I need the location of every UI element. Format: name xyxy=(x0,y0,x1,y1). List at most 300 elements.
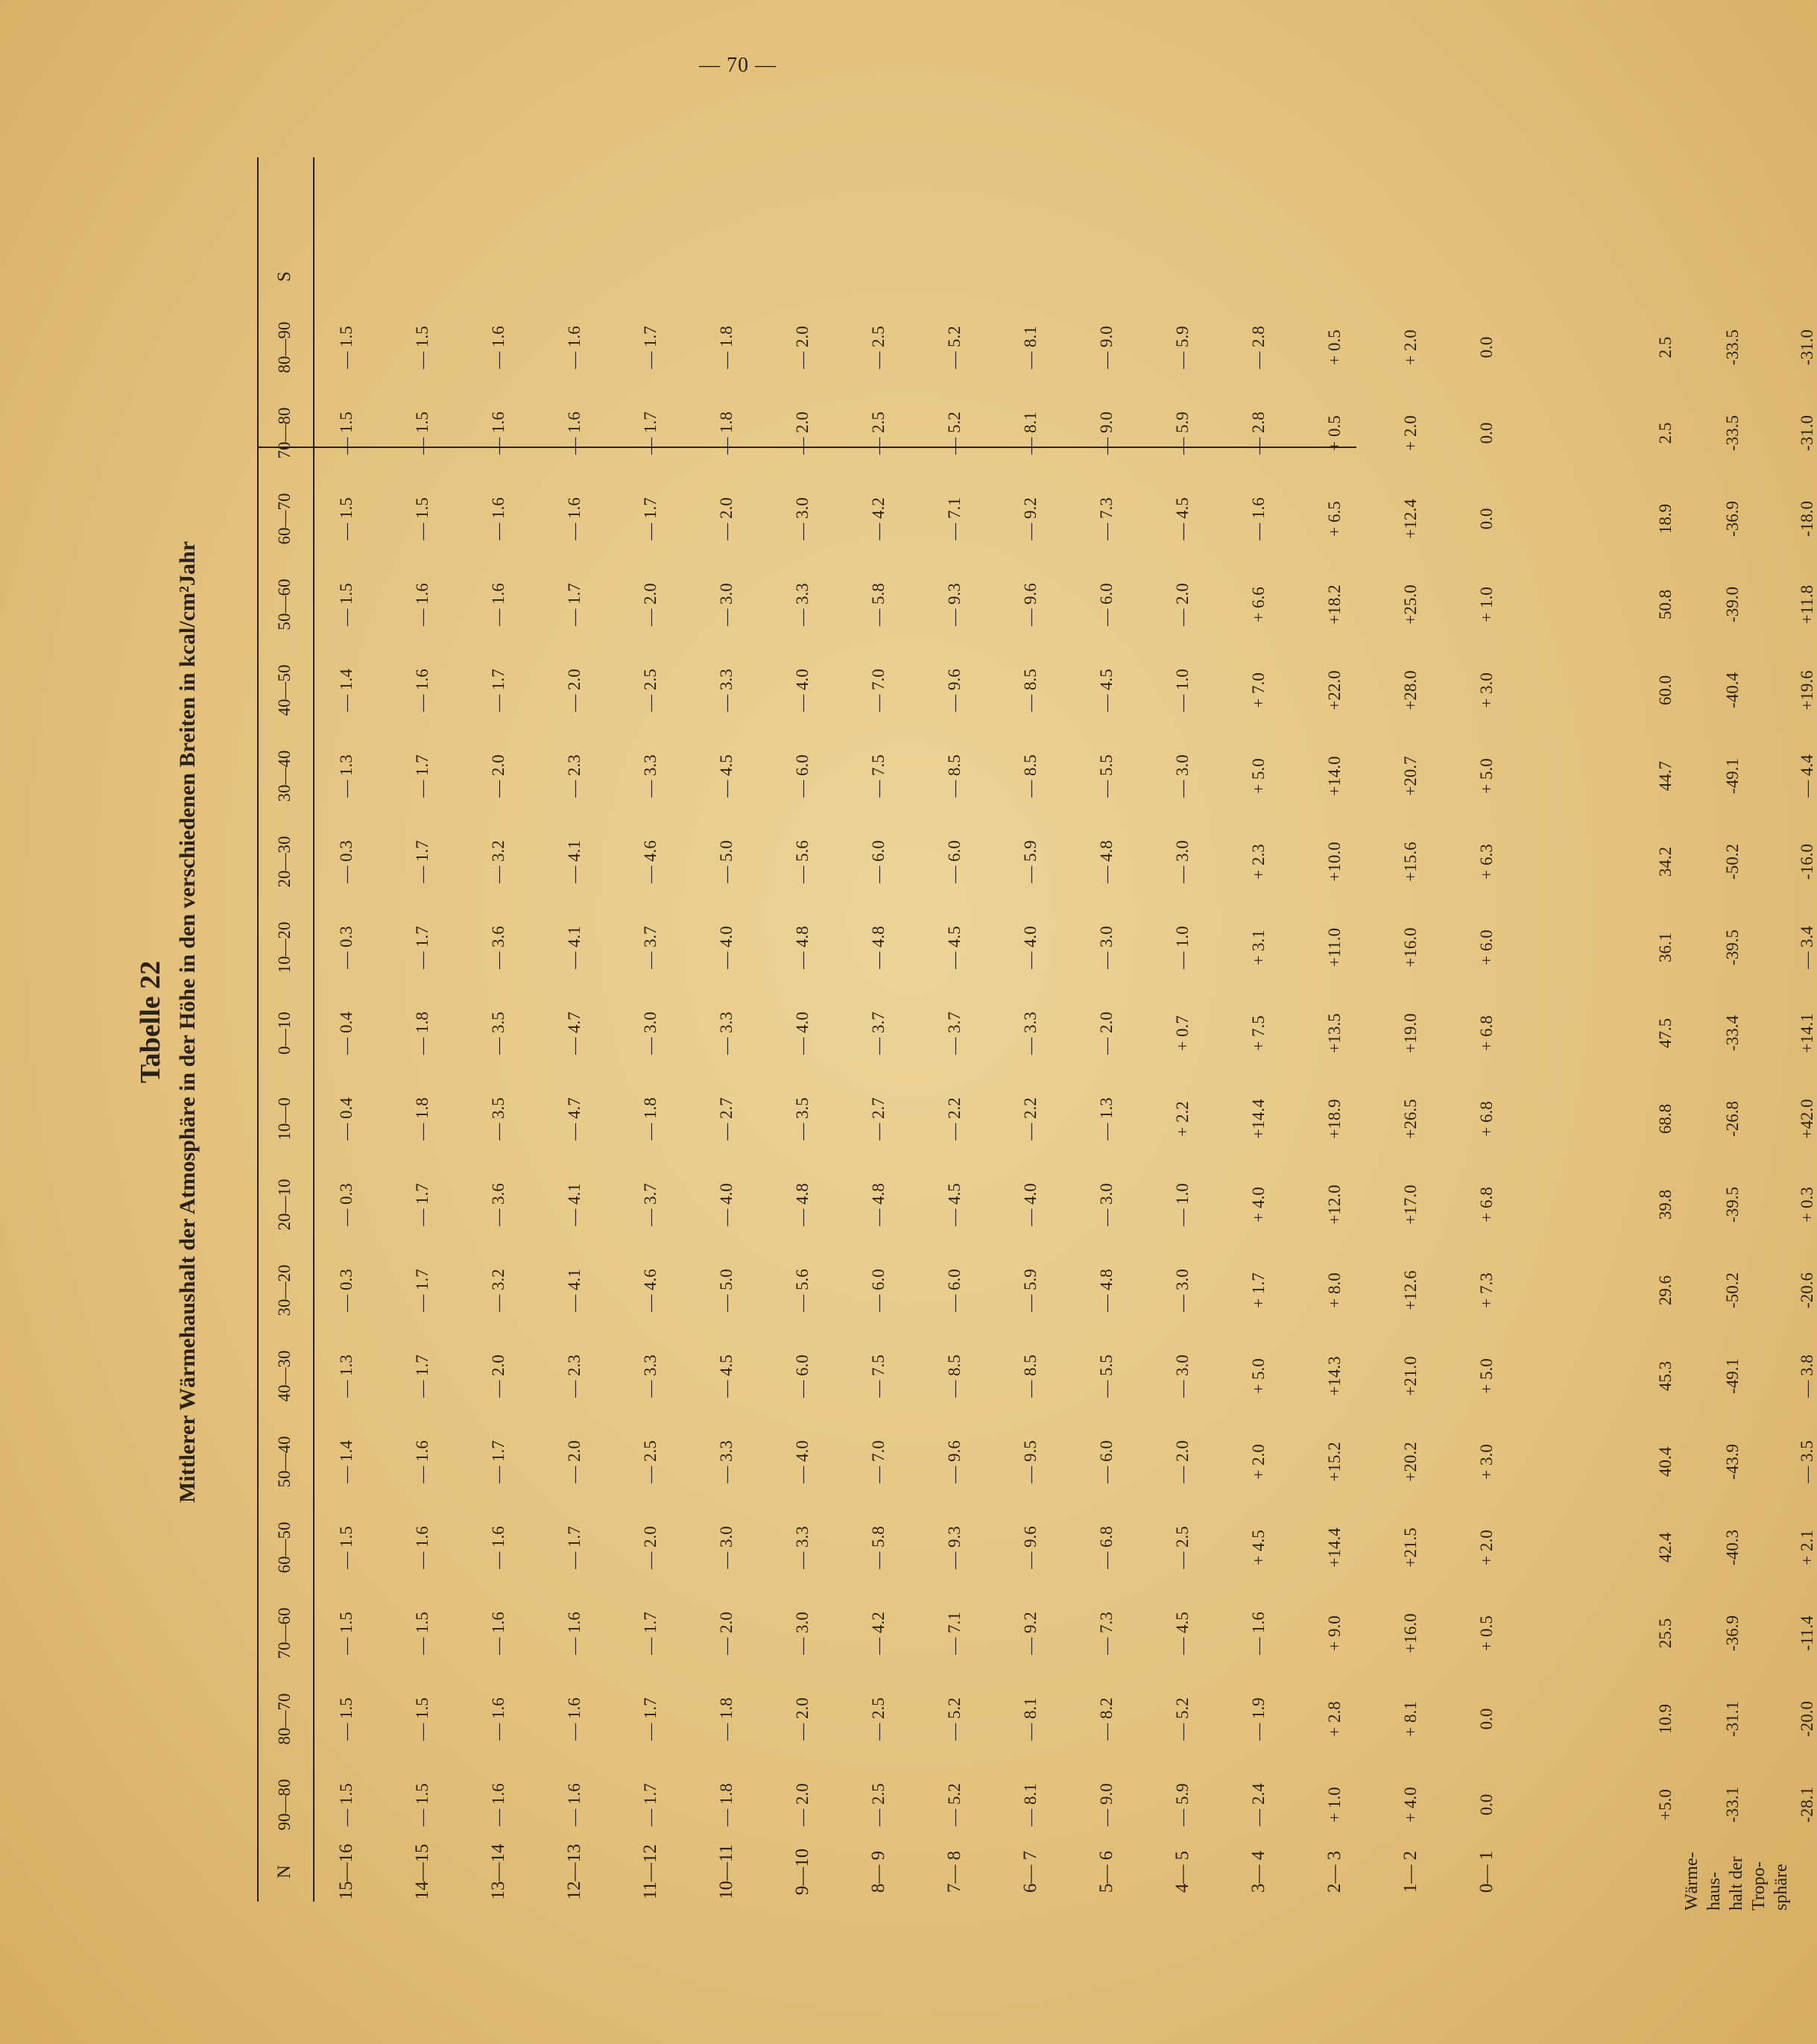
table-cell: — 4.0 xyxy=(717,1183,736,1226)
row-label: 5— 6 xyxy=(1096,1850,1116,1893)
table-cell: — 3.0 xyxy=(1173,840,1192,883)
footer-cell: -28.1 xyxy=(1798,1787,1816,1823)
footer-cell: 29.6 xyxy=(1656,1275,1675,1306)
footer-cell: 10.9 xyxy=(1656,1703,1675,1735)
table-cell: — 3.2 xyxy=(489,1269,508,1312)
table-cell: — 9.6 xyxy=(945,1440,964,1483)
table-cell: — 3.0 xyxy=(1173,1269,1192,1312)
table-cell: — 1.6 xyxy=(565,411,584,455)
footer-cell: -40.4 xyxy=(1723,672,1742,708)
table-cell: — 1.4 xyxy=(337,669,356,712)
table-cell: + 2.8 xyxy=(1325,1701,1344,1737)
row-label: 8— 9 xyxy=(868,1850,888,1893)
table-cell: — 4.8 xyxy=(869,926,888,969)
table-cell: + 4.5 xyxy=(1249,1530,1268,1565)
table-cell: — 3.7 xyxy=(641,1183,660,1226)
footer-cell: — 3.8 xyxy=(1798,1354,1816,1398)
table-cell: — 1.7 xyxy=(641,326,660,369)
table-cell: — 6.8 xyxy=(1097,1526,1116,1569)
row-label: 12—13 xyxy=(564,1843,584,1900)
table-cell: +17.0 xyxy=(1401,1185,1420,1225)
table-cell: — 7.0 xyxy=(869,1440,888,1483)
table-cell: — 0.3 xyxy=(337,1183,356,1226)
table-cell: — 3.3 xyxy=(793,1526,812,1569)
table-cell: — 2.8 xyxy=(1249,411,1268,455)
table-cell: — 3.0 xyxy=(1097,1183,1116,1226)
table-cell: — 9.2 xyxy=(1021,1612,1040,1655)
table-cell: — 1.0 xyxy=(1173,926,1192,969)
table-cell: + 2.0 xyxy=(1477,1530,1496,1565)
table-cell: + 6.6 xyxy=(1249,587,1268,622)
row-label: 7— 8 xyxy=(944,1850,964,1893)
table-cell: — 2.5 xyxy=(869,1697,888,1741)
footer-cell: 39.8 xyxy=(1656,1189,1675,1220)
footer-cell: + 2.1 xyxy=(1798,1530,1816,1565)
table-cell: — 3.7 xyxy=(869,1012,888,1055)
table-cell: + 2.0 xyxy=(1401,329,1420,365)
table-cell: — 3.3 xyxy=(641,754,660,798)
footer-cell: +11.8 xyxy=(1798,584,1816,625)
table-cell: — 1.5 xyxy=(337,1526,356,1569)
table-cell: — 1.7 xyxy=(641,1783,660,1826)
table-cell: — 2.7 xyxy=(717,1097,736,1141)
table-cell: +16.0 xyxy=(1401,927,1420,968)
table-cell: — 3.3 xyxy=(1021,1012,1040,1055)
table-cell: — 5.9 xyxy=(1021,840,1040,883)
table-cell: — 1.7 xyxy=(413,926,432,969)
footer-cell: -11.4 xyxy=(1798,1615,1816,1651)
table-cell: — 1.5 xyxy=(337,497,356,540)
table-cell: — 4.7 xyxy=(565,1012,584,1055)
table-cell: — 4.8 xyxy=(793,926,812,969)
table-cell: — 1.8 xyxy=(717,326,736,369)
table-cell: + 9.0 xyxy=(1325,1615,1344,1651)
column-header: 40—50 xyxy=(275,664,294,716)
table-cell: — 1.6 xyxy=(565,1612,584,1655)
table-cell: + 7.5 xyxy=(1249,1015,1268,1051)
footer-cell: — 3.4 xyxy=(1798,926,1816,969)
table-cell: — 1.0 xyxy=(1173,669,1192,712)
table-cell: — 1.6 xyxy=(489,1783,508,1826)
table-cell: — 4.5 xyxy=(945,1183,964,1226)
table-cell: — 4.8 xyxy=(793,1183,812,1226)
table-cell: — 3.5 xyxy=(489,1012,508,1055)
table-cell: + 3.1 xyxy=(1249,930,1268,965)
table-cell: — 3.0 xyxy=(717,1526,736,1569)
table-cell: — 3.0 xyxy=(641,1012,660,1055)
table-cell: + 4.0 xyxy=(1249,1187,1268,1223)
table-cell: + 4.0 xyxy=(1401,1787,1420,1823)
footer-cell: -18.0 xyxy=(1798,501,1816,537)
footer-cell: 34.2 xyxy=(1656,846,1675,877)
table-cell: — 1.6 xyxy=(489,497,508,540)
footer-cell: + 0.3 xyxy=(1798,1187,1816,1223)
table-cell: — 6.0 xyxy=(793,1354,812,1398)
table-cell: — 1.7 xyxy=(641,497,660,540)
table-cell: — 9.3 xyxy=(945,583,964,626)
table-cell: +21.5 xyxy=(1401,1527,1420,1568)
table-cell: — 2.2 xyxy=(945,1097,964,1141)
table-cell: — 5.2 xyxy=(945,411,964,455)
table-cell: — 1.7 xyxy=(413,1183,432,1226)
table-cell: +18.2 xyxy=(1325,584,1344,625)
footer-cell: 44.7 xyxy=(1656,760,1675,792)
table-cell: +19.0 xyxy=(1401,1013,1420,1053)
table-cell: + 2.0 xyxy=(1401,415,1420,451)
table-cell: — 1.7 xyxy=(641,1612,660,1655)
table-cell: +22.0 xyxy=(1325,670,1344,710)
table-cell: — 4.0 xyxy=(793,1440,812,1483)
table-cell: — 8.5 xyxy=(1021,1354,1040,1398)
footer-cell: — 3.5 xyxy=(1798,1440,1816,1483)
table-cell: — 8.5 xyxy=(1021,669,1040,712)
footer-cell: -50.2 xyxy=(1723,844,1742,880)
row-label: 9—10 xyxy=(792,1848,812,1896)
table-cell: — 1.6 xyxy=(565,1697,584,1741)
table-cell: — 2.5 xyxy=(1173,1526,1192,1569)
table-title: Tabelle 22 xyxy=(135,960,166,1084)
table-cell: — 1.5 xyxy=(337,326,356,369)
table-cell: +14.0 xyxy=(1325,756,1344,796)
table-cell: — 1.6 xyxy=(489,1697,508,1741)
table-cell: — 3.3 xyxy=(641,1354,660,1398)
footer-cell: -26.8 xyxy=(1723,1101,1742,1137)
table-cell: — 1.5 xyxy=(413,326,432,369)
table-cell: +25.0 xyxy=(1401,584,1420,625)
table-header-rule xyxy=(313,157,315,1902)
table-cell: +12.0 xyxy=(1325,1185,1344,1225)
table-cell: — 1.8 xyxy=(717,1783,736,1826)
table-cell: — 1.8 xyxy=(641,1097,660,1141)
footer-cell: -40.3 xyxy=(1723,1530,1742,1565)
table-cell: — 3.3 xyxy=(793,583,812,626)
table-cell: +28.0 xyxy=(1401,670,1420,710)
table-cell: — 7.5 xyxy=(869,754,888,798)
table-cell: + 7.0 xyxy=(1249,672,1268,708)
table-cell: — 5.5 xyxy=(1097,1354,1116,1398)
table-cell: — 8.1 xyxy=(1021,1783,1040,1826)
table-cell: — 0.3 xyxy=(337,1269,356,1312)
table-cell: — 3.5 xyxy=(489,1097,508,1141)
table-cell: + 0.5 xyxy=(1325,329,1344,365)
footer-cell: -33.5 xyxy=(1723,415,1742,451)
table-cell: +12.4 xyxy=(1401,499,1420,539)
footer-cell: -36.9 xyxy=(1723,501,1742,537)
table-cell: + 5.0 xyxy=(1477,758,1496,794)
table-cell: — 1.6 xyxy=(565,497,584,540)
table-cell: — 0.3 xyxy=(337,926,356,969)
row-label: 2— 3 xyxy=(1324,1850,1344,1893)
footer-cell: 40.4 xyxy=(1656,1446,1675,1477)
table-cell: — 6.0 xyxy=(1097,583,1116,626)
table-cell: — 3.6 xyxy=(489,1183,508,1226)
table-cell: — 4.8 xyxy=(1097,840,1116,883)
table-cell: + 8.1 xyxy=(1401,1701,1420,1737)
table-cell: — 4.0 xyxy=(1021,926,1040,969)
table-cell: +11.0 xyxy=(1325,927,1344,968)
table-cell: +14.4 xyxy=(1325,1527,1344,1568)
table-cell: — 3.0 xyxy=(717,583,736,626)
row-label: 4— 5 xyxy=(1172,1850,1192,1893)
column-header: 50—40 xyxy=(275,1436,294,1488)
footer-cell: 45.3 xyxy=(1656,1360,1675,1392)
table-cell: — 2.0 xyxy=(489,754,508,798)
table-cell: — 3.3 xyxy=(717,1012,736,1055)
footer-cell: -49.1 xyxy=(1723,1358,1742,1394)
table-cell: — 1.6 xyxy=(489,583,508,626)
table-cell: — 6.0 xyxy=(945,840,964,883)
table-cell: — 1.8 xyxy=(413,1012,432,1055)
table-cell: — 3.0 xyxy=(1173,1354,1192,1398)
footer-cell: +42.0 xyxy=(1798,1099,1816,1139)
rotated-table-page xyxy=(112,127,1816,1917)
table-cell: — 1.6 xyxy=(1249,497,1268,540)
table-cell: — 1.6 xyxy=(413,669,432,712)
table-cell: — 2.0 xyxy=(793,1783,812,1826)
table-cell: — 8.5 xyxy=(1021,754,1040,798)
footer-cell: -31.0 xyxy=(1798,329,1816,365)
table-cell: + 5.0 xyxy=(1249,758,1268,794)
table-cell: — 1.6 xyxy=(489,326,508,369)
table-cell: — 7.1 xyxy=(945,497,964,540)
table-cell: 0.0 xyxy=(1477,1708,1496,1730)
table-cell: — 3.5 xyxy=(793,1097,812,1141)
table-subtitle: Mittlerer Wärmehaushalt der Atmosphäre in der Höhe in den verschiedenen Breiten in kcal/cm²Jahr xyxy=(175,540,200,1504)
table-cell: — 5.0 xyxy=(717,1269,736,1312)
footer-cell: -33.4 xyxy=(1723,1015,1742,1051)
table-cell: — 4.1 xyxy=(565,1269,584,1312)
footer-cell: -43.9 xyxy=(1723,1444,1742,1480)
table-cell: — 3.3 xyxy=(717,1440,736,1483)
table-cell: — 3.0 xyxy=(1097,926,1116,969)
table-cell: — 4.8 xyxy=(1097,1269,1116,1312)
table-cell: — 2.8 xyxy=(1249,326,1268,369)
table-cell: — 7.3 xyxy=(1097,497,1116,540)
row-label: 11—12 xyxy=(640,1843,660,1900)
table-cell: — 1.6 xyxy=(413,583,432,626)
table-cell: + 6.5 xyxy=(1325,501,1344,537)
column-header: 30—20 xyxy=(275,1264,294,1316)
table-cell: — 4.5 xyxy=(717,754,736,798)
table-cell: — 1.6 xyxy=(413,1526,432,1569)
table-cell: +14.3 xyxy=(1325,1356,1344,1396)
table-cell: — 3.0 xyxy=(793,497,812,540)
column-header: 50—60 xyxy=(275,578,294,631)
table-cell: + 1.7 xyxy=(1249,1272,1268,1308)
table-cell: — 5.5 xyxy=(1097,754,1116,798)
table-cell: — 8.5 xyxy=(945,1354,964,1398)
table-cell: + 8.0 xyxy=(1325,1272,1344,1308)
row-label: 10—11 xyxy=(716,1843,736,1900)
table-cell: +15.6 xyxy=(1401,842,1420,882)
table-cell: — 0.3 xyxy=(337,840,356,883)
column-header: 80—90 xyxy=(275,321,294,373)
table-cell: — 1.8 xyxy=(717,411,736,455)
footer-cell: -33.5 xyxy=(1723,329,1742,365)
table-cell: — 2.5 xyxy=(641,1440,660,1483)
table-cell: — 1.7 xyxy=(413,754,432,798)
table-cell: — 0.4 xyxy=(337,1012,356,1055)
column-header: 70—80 xyxy=(275,407,294,459)
footer-cell: -20.6 xyxy=(1798,1272,1816,1308)
table-cell: — 5.6 xyxy=(793,840,812,883)
table-cell: — 5.9 xyxy=(1021,1269,1040,1312)
table-cell: — 4.0 xyxy=(793,669,812,712)
table-cell: — 1.3 xyxy=(337,1354,356,1398)
table-cell: +14.4 xyxy=(1249,1099,1268,1139)
table-cell: — 1.6 xyxy=(413,1440,432,1483)
column-header: 0—10 xyxy=(275,1012,294,1055)
table-cell: — 9.0 xyxy=(1097,1783,1116,1826)
footer-cell: -31.0 xyxy=(1798,415,1816,451)
table-cell: — 1.0 xyxy=(1173,1183,1192,1226)
table-cell: — 7.5 xyxy=(869,1354,888,1398)
table-cell: — 2.0 xyxy=(565,669,584,712)
table-cell: — 6.0 xyxy=(869,840,888,883)
table-cell: — 4.5 xyxy=(1173,1612,1192,1655)
table-cell: — 9.2 xyxy=(1021,497,1040,540)
table-cell: — 1.7 xyxy=(489,1440,508,1483)
table-cell: — 1.3 xyxy=(337,754,356,798)
footer-cell: -39.0 xyxy=(1723,587,1742,622)
footer-cell: -36.9 xyxy=(1723,1615,1742,1651)
footer-cell: -50.2 xyxy=(1723,1272,1742,1308)
table-cell: — 6.0 xyxy=(793,754,812,798)
table-cell: — 4.2 xyxy=(869,1612,888,1655)
table-cell: — 1.7 xyxy=(413,1354,432,1398)
table-cell: — 3.3 xyxy=(717,669,736,712)
footer-label: Wärme- haus- halt der Tropo- sphäre xyxy=(1682,1852,1791,1911)
row-label: 0— 1 xyxy=(1476,1850,1497,1893)
table-cell: +13.5 xyxy=(1325,1013,1344,1053)
column-header: 20—10 xyxy=(275,1179,294,1231)
table-cell: + 6.8 xyxy=(1477,1187,1496,1223)
table-cell: — 7.1 xyxy=(945,1612,964,1655)
table-cell: 0.0 xyxy=(1477,336,1496,359)
table-cell: +15.2 xyxy=(1325,1442,1344,1482)
table-cell: + 2.3 xyxy=(1249,844,1268,880)
footer-cell: 50.8 xyxy=(1656,589,1675,620)
table-cell: — 2.5 xyxy=(869,1783,888,1826)
table-cell: — 1.5 xyxy=(413,1697,432,1741)
table-cell: — 1.5 xyxy=(337,1783,356,1826)
table-cell: — 4.5 xyxy=(1173,497,1192,540)
table-cell: — 9.6 xyxy=(1021,583,1040,626)
table-cell: — 2.4 xyxy=(1249,1783,1268,1826)
footer-cell: 60.0 xyxy=(1656,675,1675,706)
table-cell: — 9.5 xyxy=(1021,1440,1040,1483)
row-label: 15—16 xyxy=(336,1843,356,1900)
table-cell: — 1.6 xyxy=(1249,1612,1268,1655)
table-cell: — 9.0 xyxy=(1097,411,1116,455)
table-cell: — 1.5 xyxy=(413,1783,432,1826)
table-cell: — 8.5 xyxy=(945,754,964,798)
footer-cell: 2.5 xyxy=(1656,422,1675,444)
table-cell: — 5.8 xyxy=(869,1526,888,1569)
table-cell: — 2.0 xyxy=(717,497,736,540)
footer-cell: 68.8 xyxy=(1656,1103,1675,1135)
table-cell: — 6.0 xyxy=(1097,1440,1116,1483)
table-cell: — 5.8 xyxy=(869,583,888,626)
table-cell: +20.7 xyxy=(1401,756,1420,796)
footer-cell: -20.0 xyxy=(1798,1701,1816,1737)
table-cell: + 3.0 xyxy=(1477,1444,1496,1480)
table-cell: — 1.7 xyxy=(413,840,432,883)
row-label: 3— 4 xyxy=(1248,1850,1268,1893)
table-cell: — 5.6 xyxy=(793,1269,812,1312)
table-cell: — 2.5 xyxy=(641,669,660,712)
table-cell: — 1.7 xyxy=(565,583,584,626)
page-number: — 70 — xyxy=(699,54,777,77)
table-cell: + 3.0 xyxy=(1477,672,1496,708)
table-cell: — 1.5 xyxy=(337,1612,356,1655)
table-cell: + 0.7 xyxy=(1173,1015,1192,1051)
table-top-rule xyxy=(257,157,259,1902)
table-cell: + 0.5 xyxy=(1325,415,1344,451)
table-cell: +21.0 xyxy=(1401,1356,1420,1396)
table-cell: — 1.6 xyxy=(489,1526,508,1569)
footer-cell: -39.5 xyxy=(1723,1187,1742,1223)
table-cell: — 1.7 xyxy=(565,1526,584,1569)
table-cell: + 7.3 xyxy=(1477,1272,1496,1308)
table-cell: — 3.2 xyxy=(489,840,508,883)
table-cell: — 2.0 xyxy=(641,1526,660,1569)
column-header: 60—50 xyxy=(275,1521,294,1574)
table-cell: — 8.1 xyxy=(1021,326,1040,369)
table-cell: — 3.7 xyxy=(641,926,660,969)
table-cell: — 2.0 xyxy=(1097,1012,1116,1055)
table-cell: +20.2 xyxy=(1401,1442,1420,1482)
table-cell: — 5.2 xyxy=(945,1697,964,1741)
table-cell: + 6.3 xyxy=(1477,844,1496,880)
table-cell: — 5.9 xyxy=(1173,411,1192,455)
column-header: 10—0 xyxy=(275,1097,294,1141)
table-cell: — 2.2 xyxy=(1021,1097,1040,1141)
footer-cell: 18.9 xyxy=(1656,503,1675,534)
table-cell: — 2.3 xyxy=(565,754,584,798)
table-cell: — 4.6 xyxy=(641,1269,660,1312)
table-cell: — 1.5 xyxy=(337,411,356,455)
table-cell: — 1.7 xyxy=(489,669,508,712)
table-cell: +26.5 xyxy=(1401,1099,1420,1139)
table-cell: — 4.5 xyxy=(717,1354,736,1398)
footer-cell: -39.5 xyxy=(1723,930,1742,965)
table-cell: — 1.5 xyxy=(413,497,432,540)
table-cell: — 8.1 xyxy=(1021,1697,1040,1741)
column-header: 90—80 xyxy=(275,1779,294,1831)
corner-label-north: N xyxy=(274,1864,294,1879)
column-header: 40—30 xyxy=(275,1350,294,1402)
footer-cell: +5.0 xyxy=(1656,1789,1675,1820)
table-cell: + 6.8 xyxy=(1477,1015,1496,1051)
table-cell: — 1.8 xyxy=(717,1697,736,1741)
table-cell: — 4.5 xyxy=(945,926,964,969)
corner-label-south: S xyxy=(274,271,294,282)
table-cell: — 4.0 xyxy=(793,1012,812,1055)
table-cell: — 3.0 xyxy=(1173,754,1192,798)
table-cell: — 1.9 xyxy=(1249,1697,1268,1741)
table-cell: — 4.2 xyxy=(869,497,888,540)
table-cell: +10.0 xyxy=(1325,842,1344,882)
table-cell: — 2.0 xyxy=(489,1354,508,1398)
table-cell: — 4.0 xyxy=(1021,1183,1040,1226)
table-cell: +18.9 xyxy=(1325,1099,1344,1139)
table-cell: — 2.0 xyxy=(565,1440,584,1483)
row-label: 6— 7 xyxy=(1020,1850,1040,1893)
footer-cell: +19.6 xyxy=(1798,670,1816,710)
row-label: 13—14 xyxy=(488,1843,508,1900)
table-cell: — 5.2 xyxy=(1173,1697,1192,1741)
